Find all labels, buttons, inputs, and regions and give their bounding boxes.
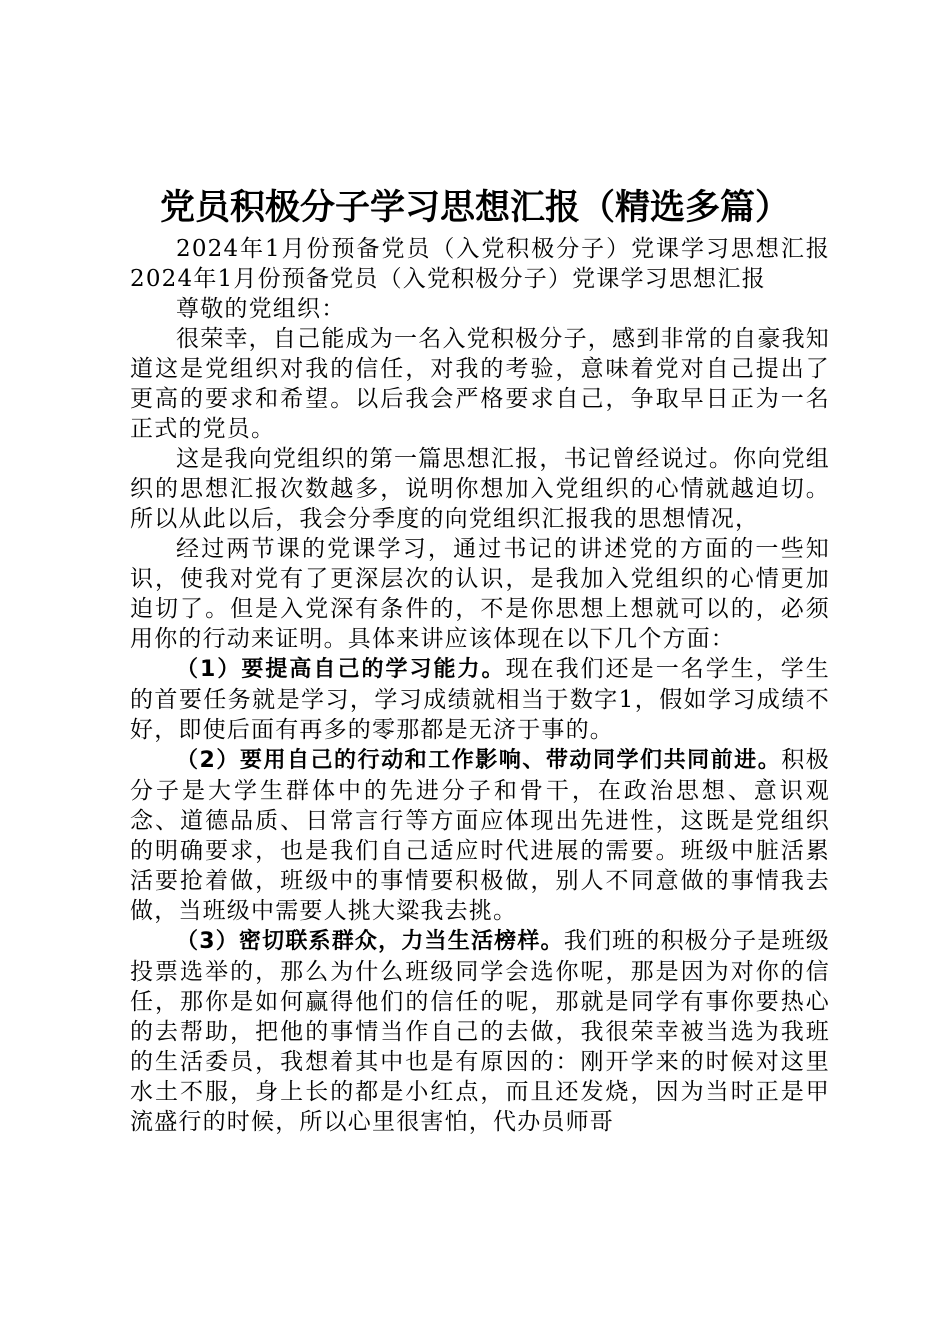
paragraph-first-report: 这是我向党组织的第一篇思想汇报，书记曾经说过。你向党组织的思想汇报次数越多，说明你想加入党组织的心情就越迫切。所以从此以后，我会分季度的向党组织汇报我的思想情况， — [130, 446, 830, 532]
point-2-heading: （2）要用自己的行动和工作影响、带动同学们共同前进。 — [176, 748, 782, 773]
paragraph-intro: 2024年1月份预备党员（入党积极分子）党课学习思想汇报2024年1月份预备党员（入党积极分子）党课学习思想汇报 — [130, 236, 830, 292]
paragraph-point-3 — [130, 926, 830, 1137]
point-1-text: 现在我们还是一名学生，学生的首要任务就是学习，学习成绩就相当于数字1，假如学习成绩不好，即使后面有再多的零那都是无济于事的。 — [130, 656, 831, 743]
point-3-heading: （3）密切联系群众，力当生活榜样。 — [176, 929, 564, 954]
point-3-text: 我们班的积极分子是班级投票选举的，那么为什么班级同学会选你呢，那是因为对你的信任，那你是如何赢得他们的信任的呢，那就是同学有事你要热心的去帮助，把他的事情当作自己的去做，我很荣幸被当选为我班的生活委员，我想着其中也是有原因的：刚开学来的时候对这里水土不服，身上长的都是小红点，而且还发烧，因为当时正是甲流盛行的时候，所以心里很害怕，代办员师哥 — [130, 928, 830, 1135]
document-title: 党员积极分子学习思想汇报（精选多篇） — [159, 188, 790, 228]
paragraph-point-1 — [130, 654, 830, 745]
paragraph-point-2 — [130, 745, 830, 926]
paragraph-salutation: 尊敬的党组织： — [176, 296, 346, 322]
point-1-heading: （1）要提高自己的学习能力。 — [176, 657, 506, 682]
point-2-text: 积极分子是大学生群体中的先进分子和骨干，在政治思想、意识观念、道德品质、日常言行等方面应体现出先进性，这既是党组织的明确要求，也是我们自己适应时代进展的需要。班级中脏活累活要抢着做，班级中的事情要积极做，别人不同意做的事情我去做，当班级中需要人挑大粱我去挑。 — [130, 747, 831, 924]
document-body — [130, 234, 830, 1137]
paragraph-honor: 很荣幸，自己能成为一名入党积极分子，感到非常的自豪我知道这是党组织对我的信任，对我的考验，意味着党对自己提出了更高的要求和希望。以后我会严格要求自己，争取早日正为一名正式的党员。 — [130, 326, 830, 442]
paragraph-party-class: 经过两节课的党课学习，通过书记的讲述党的方面的一些知识，使我对党有了更深层次的认识，是我加入党组织的心情更加迫切了。但是入党深有条件的，不是你思想上想就可以的，必须用你的行动来证明。具体来讲应该体现在以下几个方面： — [130, 536, 830, 652]
